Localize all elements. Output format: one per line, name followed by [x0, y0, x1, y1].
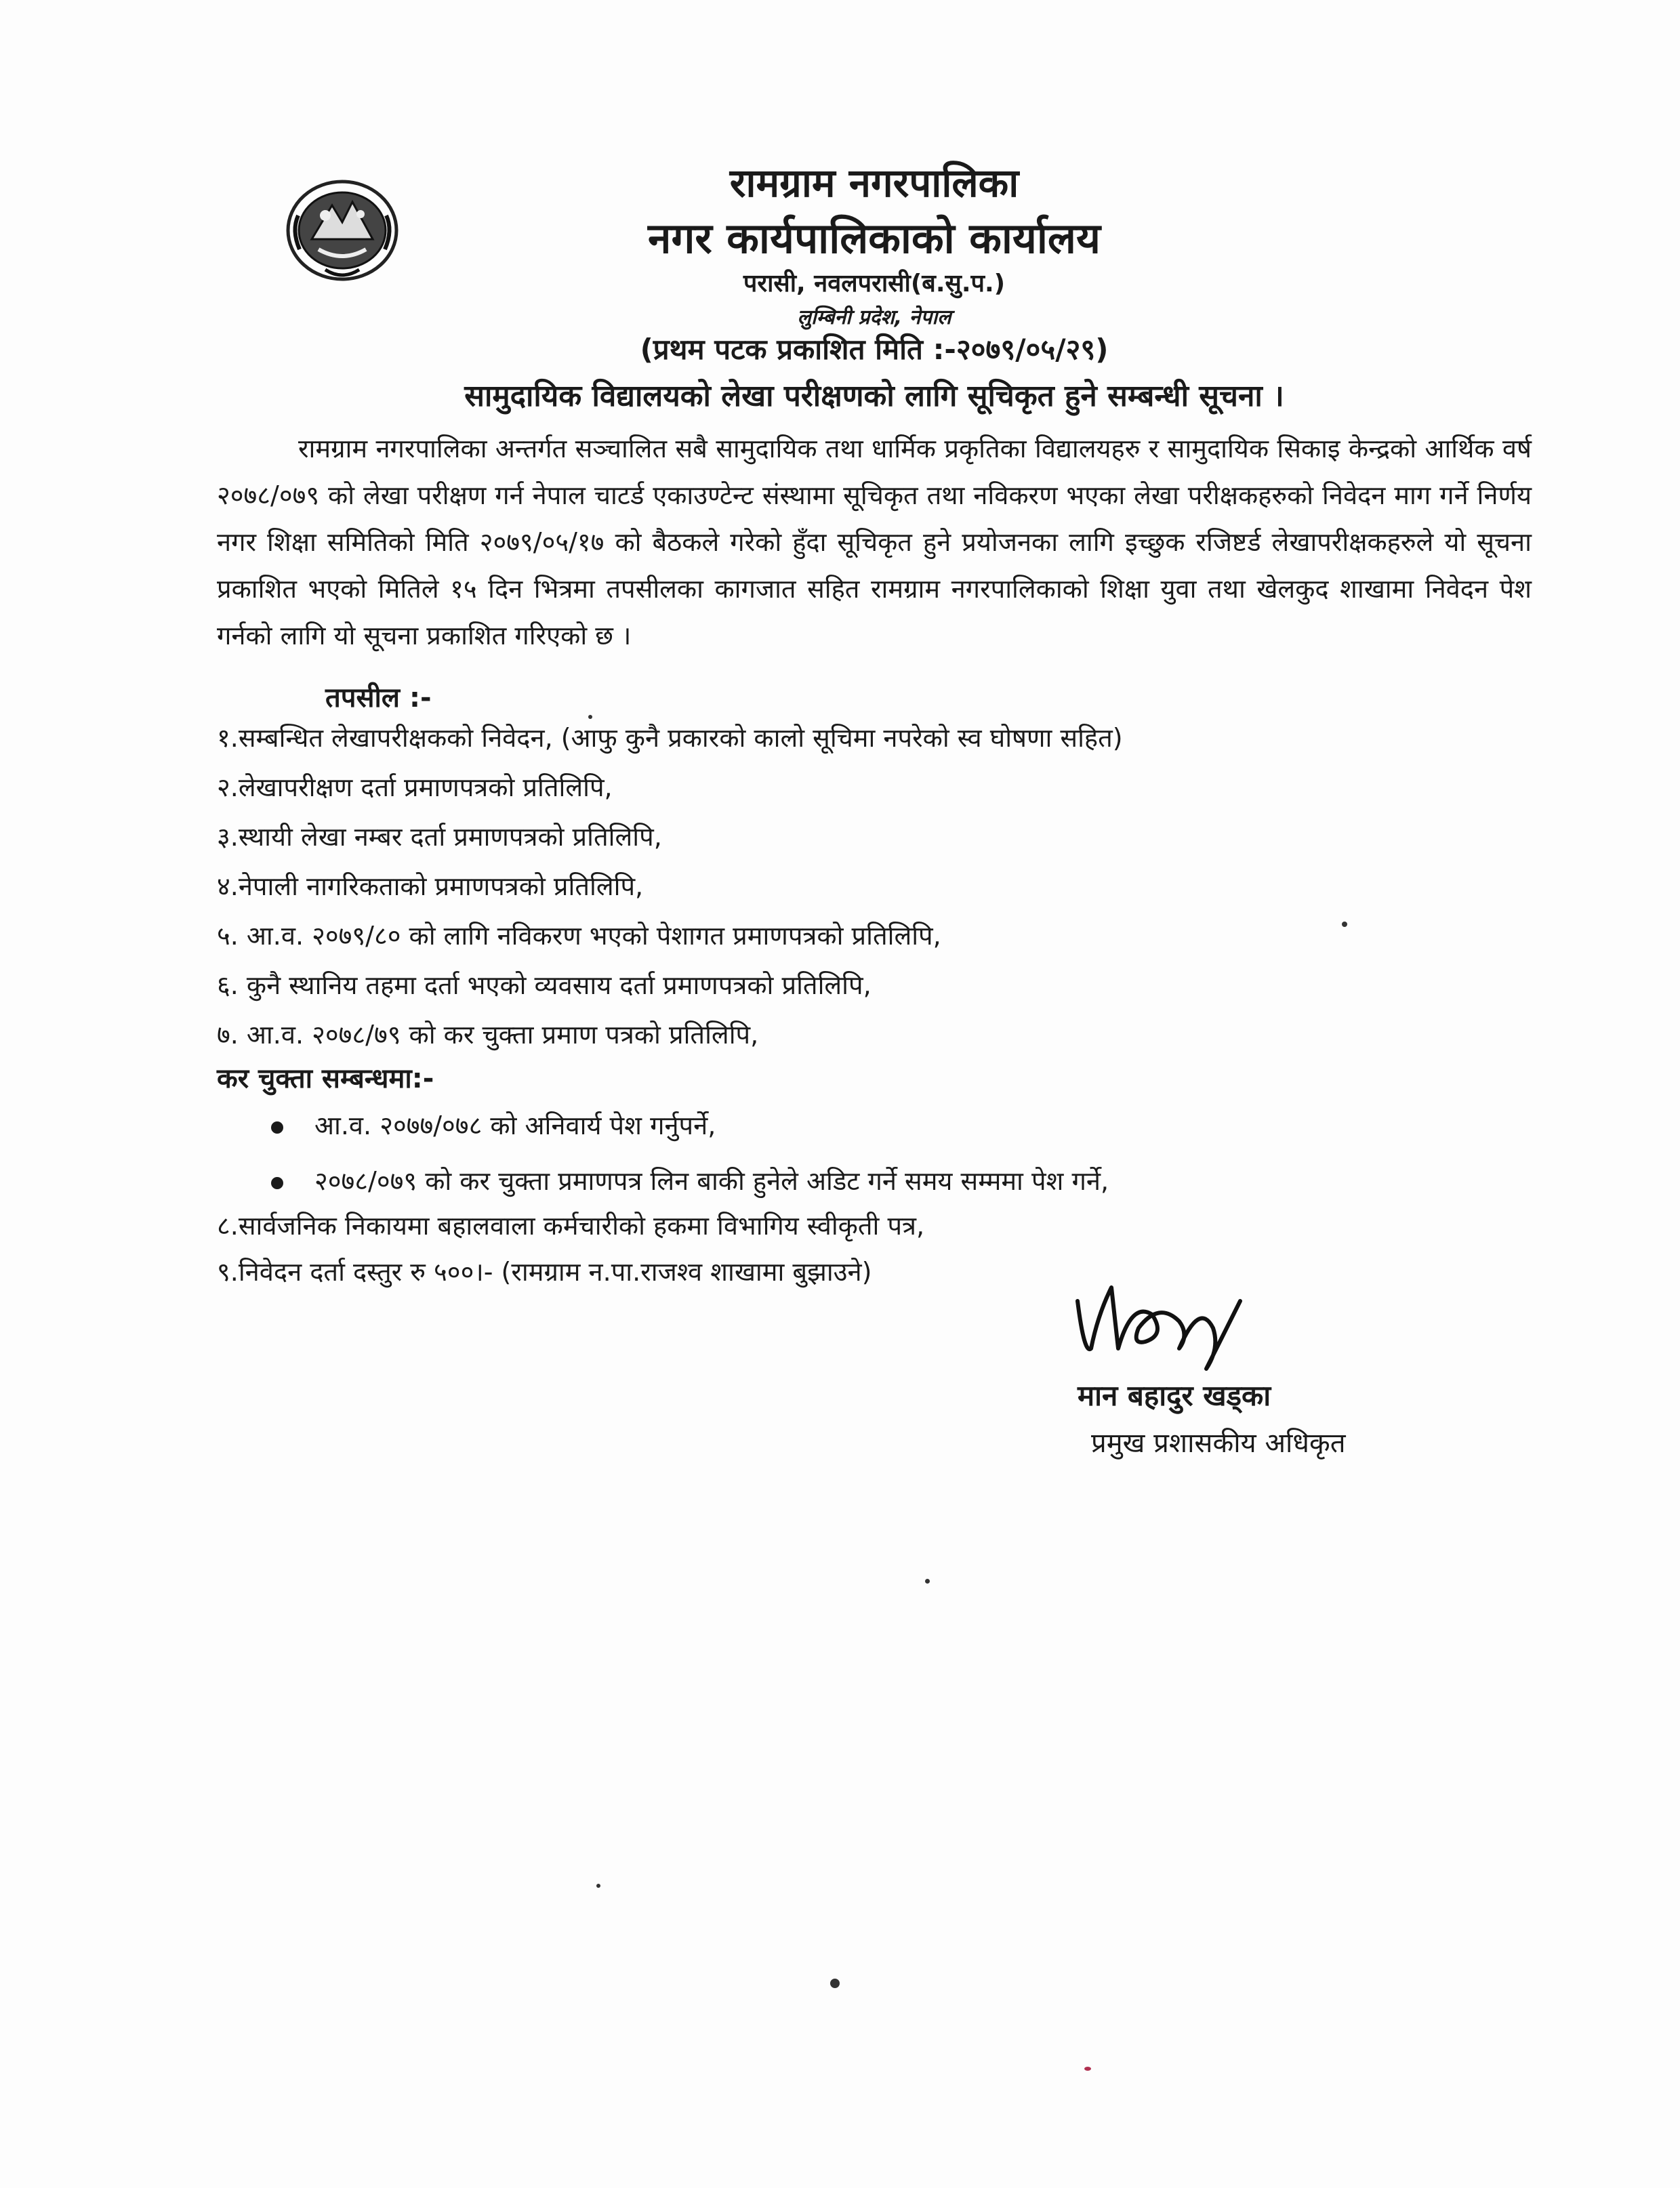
- scan-speck: [588, 715, 592, 719]
- signatory-name: मान बहादुर खड्का: [1078, 1379, 1271, 1412]
- list-item: ७. आ.व. २०७८/७९ को कर चुक्ता प्रमाण पत्रको प्रतिलिपि,: [217, 1020, 759, 1050]
- notice-title: सामुदायिक विद्यालयको लेखा परीक्षणको लागि सूचिकृत हुने सम्बन्धी सूचना ।: [464, 379, 1284, 413]
- address-line-1: परासी, नवलपरासी(ब.सु.प.): [743, 270, 1006, 297]
- list-item: ८.सार्वजनिक निकायमा बहालवाला कर्मचारीको हकमा विभागिय स्वीकृती पत्र,: [217, 1211, 925, 1241]
- municipality-name: रामग्राम नगरपालिका: [729, 160, 1019, 206]
- details-heading: तपसील :-: [325, 682, 432, 714]
- notice-body: रामग्राम नगरपालिका अन्तर्गत सञ्चालित सबै सामुदायिक तथा धार्मिक प्रकृतिका विद्यालयहरु र सामुदायिक सिकाइ केन्द्रको आर्थिक वर्ष २०७८/०७९ को लेखा परीक्षण गर्न नेपाल चाटर्ड एकाउण्टेन्ट संस्थामा सूचिकृत तथा नविकरण भएका लेखा परीक्षकहरुको निवेदन माग गर्ने निर्णय नगर शिक्षा समितिको मिति २०७९/०५/१७ को बैठकले गरेको हुँदा सूचिकृत हुने प्रयोजनका लागि इच्छुक रजिष्टर्ड लेखापरीक्षकहरुले यो सूचना प्रकाशित भएको मितिले १५ दिन भित्रमा तपसीलका कागजात सहित रामग्राम नगरपालिकाको शिक्षा युवा तथा खेलकुद शाखामा निवेदन पेश गर्नको लागि यो सूचना प्रकाशित गरिएको छ ।: [217, 434, 1532, 651]
- list-item: ६. कुनै स्थानिय तहमा दर्ता भएको व्यवसाय दर्ता प्रमाणपत्रको प्रतिलिपि,: [217, 970, 872, 1000]
- list-item: ९.निवेदन दर्ता दस्तुर रु ५००।- (रामग्राम न.पा.राजश्व शाखामा बुझाउने): [217, 1257, 872, 1287]
- scan-speck: [830, 1979, 840, 1988]
- published-date: (प्रथम पटक प्रकाशित मिति :-२०७९/०५/२९): [640, 333, 1109, 366]
- list-item: ४.नेपाली नागरिकताको प्रमाणपत्रको प्रतिलिपि,: [217, 871, 644, 901]
- tax-bullet-text: आ.व. २०७७/०७८ को अनिवार्य पेश गर्नुपर्ने,: [314, 1111, 716, 1140]
- scan-speck: [1342, 922, 1347, 927]
- tax-heading: कर चुक्ता सम्बन्धमा:-: [217, 1063, 434, 1094]
- list-item: १.सम्बन्धित लेखापरीक्षकको निवेदन, (आफु कुनै प्रकारको कालो सूचिमा नपरेको स्व घोषणा सहित): [217, 723, 1123, 753]
- tax-bullet-item: [271, 1107, 716, 1142]
- tax-bullet-text: २०७८/०७९ को कर चुक्ता प्रमाणपत्र लिन बाकी हुनेले अडिट गर्ने समय सम्ममा पेश गर्ने,: [314, 1166, 1109, 1196]
- address-line-2: लुम्बिनी प्रदेश, नेपाल: [797, 306, 951, 329]
- scan-speck: [1084, 2067, 1091, 2071]
- list-item: ३.स्थायी लेखा नम्बर दर्ता प्रमाणपत्रको प्रतिलिपि,: [217, 822, 662, 852]
- bullet-icon: [271, 1121, 283, 1134]
- tax-bullet-item: [271, 1163, 1109, 1198]
- office-name: नगर कार्यपालिकाको कार्यालय: [648, 213, 1101, 263]
- nepal-emblem-icon: [285, 175, 400, 283]
- scan-speck: [596, 1884, 600, 1888]
- list-item: ५. आ.व. २०७९/८० को लागि नविकरण भएको पेशागत प्रमाणपत्रको प्रतिलिपि,: [217, 921, 941, 951]
- bullet-icon: [271, 1177, 283, 1189]
- list-item: २.लेखापरीक्षण दर्ता प्रमाणपत्रको प्रतिलिपि,: [217, 772, 613, 802]
- scan-speck: [925, 1579, 930, 1584]
- signatory-designation: प्रमुख प्रशासकीय अधिकृत: [1091, 1428, 1346, 1459]
- handwritten-signature-icon: [1071, 1274, 1247, 1376]
